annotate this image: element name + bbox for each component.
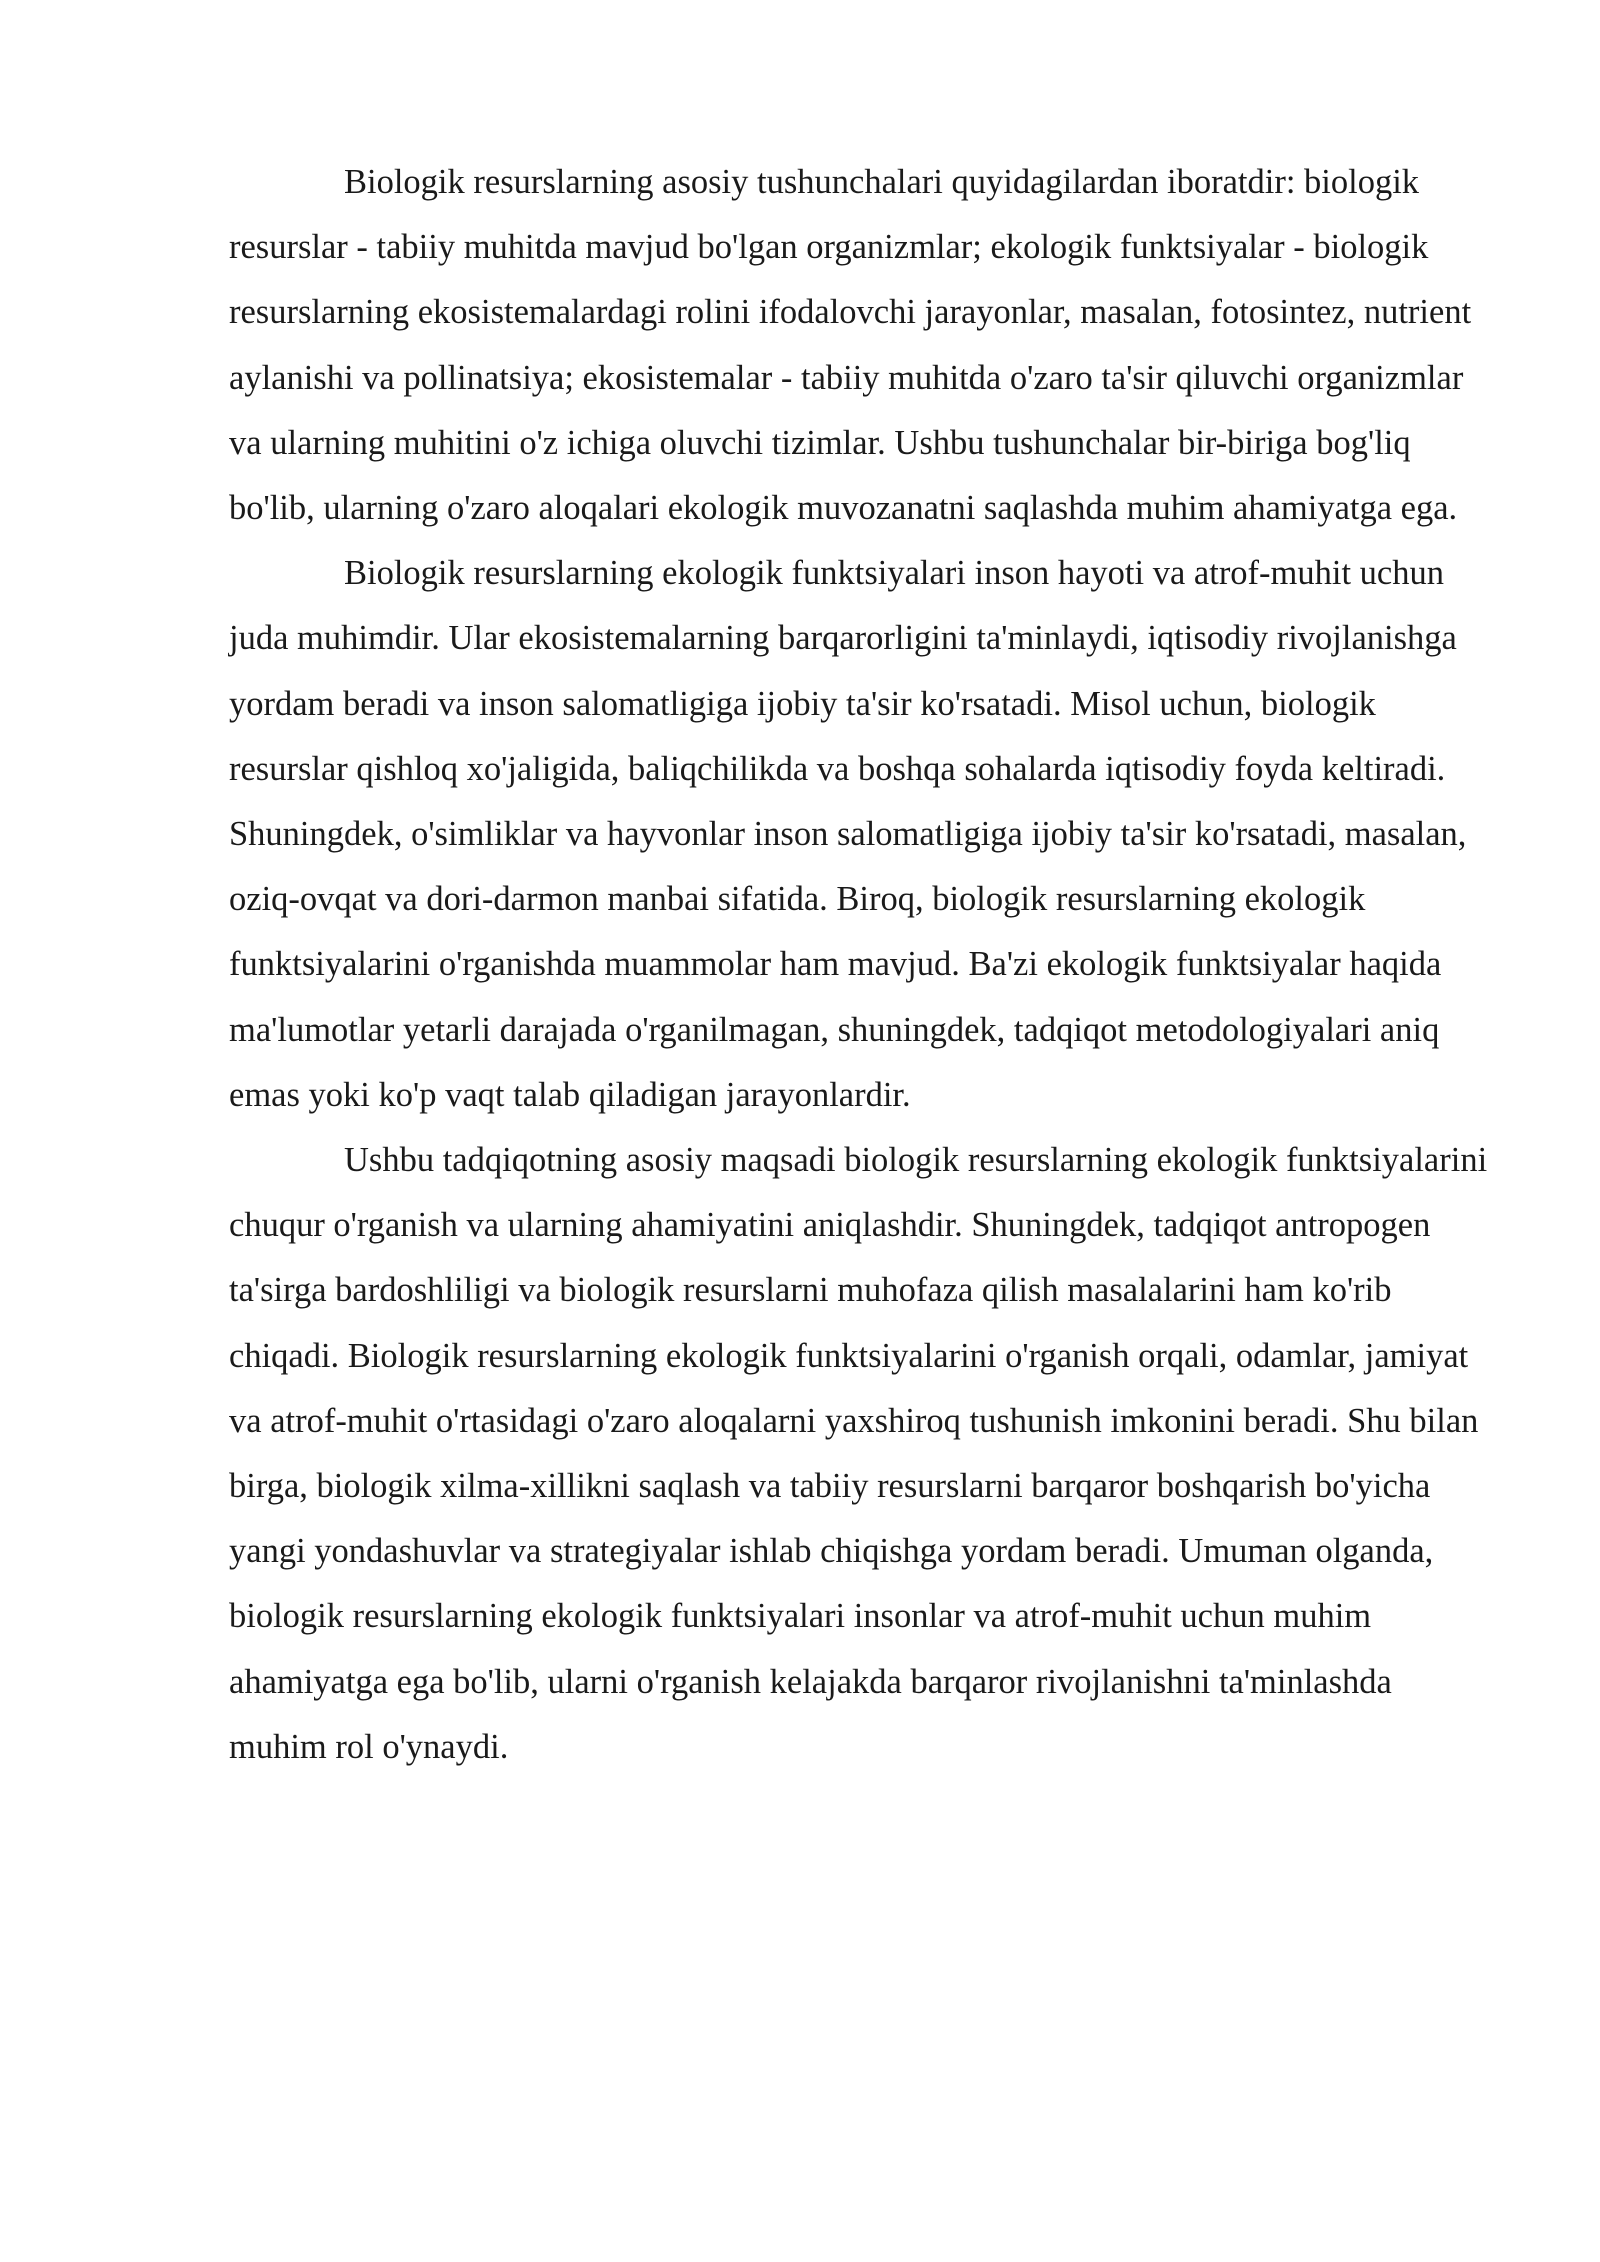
paragraph-3: Ushbu tadqiqotning asosiy maqsadi biologik resurslarning ekologik funktsiyalarini chuqur o'rganish va ularning ahamiyatini aniqlashdir. Shuningdek, tadqiqot antropogen ta'sirga bardoshliligi va biologik resurslarni muhofaza qilish masalalarini ham ko'rib chiqadi. Biologik resurslarning ekologik funktsiyalarini o'rganish orqali, odamlar, jamiyat va atrof-muhit o'rtasidagi o'zaro aloqalarni yaxshiroq tushunish imkonini beradi. Shu bilan birga, biologik xilma-xillikni saqlash va tabiiy resurslarni barqaror boshqarish bo'yicha yangi yondashuvlar va strategiyalar ishlab chiqishga yordam beradi. Umuman olganda, biologik resurslarning ekologik funktsiyalari insonlar va atrof-muhit uchun muhim ahamiyatga ega bo'lib, ularni o'rganish kelajakda barqaror rivojlanishni ta'minlashda muhim rol o'ynaydi. — [229, 1141, 1488, 1766]
paragraph-1: Biologik resurslarning asosiy tushunchalari quyidagilardan iboratdir: biologik resurslar - tabiiy muhitda mavjud bo'lgan organizmlar; ekologik funktsiyalar - biologik resurslarning ekosistemalardagi rolini ifodalovchi jarayonlar, masalan, fotosintez, nutrient aylanishi va pollinatsiya; ekosistemalar - tabiiy muhitda o'zaro ta'sir qiluvchi organizmlar va ularning muhitini o'z ichiga oluvchi tizimlar. Ushbu tushunchalar bir-biriga bog'liq bo'lib, ularning o'zaro aloqalari ekologik muvozanatni saqlashda muhim ahamiyatga ega. — [229, 163, 1472, 528]
paragraph-2: Biologik resurslarning ekologik funktsiyalari inson hayoti va atrof-muhit uchun juda muhimdir. Ular ekosistemalarning barqarorligini ta'minlaydi, iqtisodiy rivojlanishga yordam beradi va inson salomatligiga ijobiy ta'sir ko'rsatadi. Misol uchun, biologik resurslar qishloq xo'jaligida, baliqchilikda va boshqa sohalarda iqtisodiy foyda keltiradi. Shuningdek, o'simliklar va hayvonlar inson salomatligiga ijobiy ta'sir ko'rsatadi, masalan, oziq-ovqat va dori-darmon manbai sifatida. Biroq, biologik resurslarning ekologik funktsiyalarini o'rganishda muammolar ham mavjud. Ba'zi ekologik funktsiyalar haqida ma'lumotlar yetarli darajada o'rganilmagan, shuningdek, tadqiqot metodologiyalari aniq emas yoki ko'p vaqt talab qiladigan jarayonlardir. — [229, 554, 1467, 1114]
document-body — [229, 150, 1489, 1780]
